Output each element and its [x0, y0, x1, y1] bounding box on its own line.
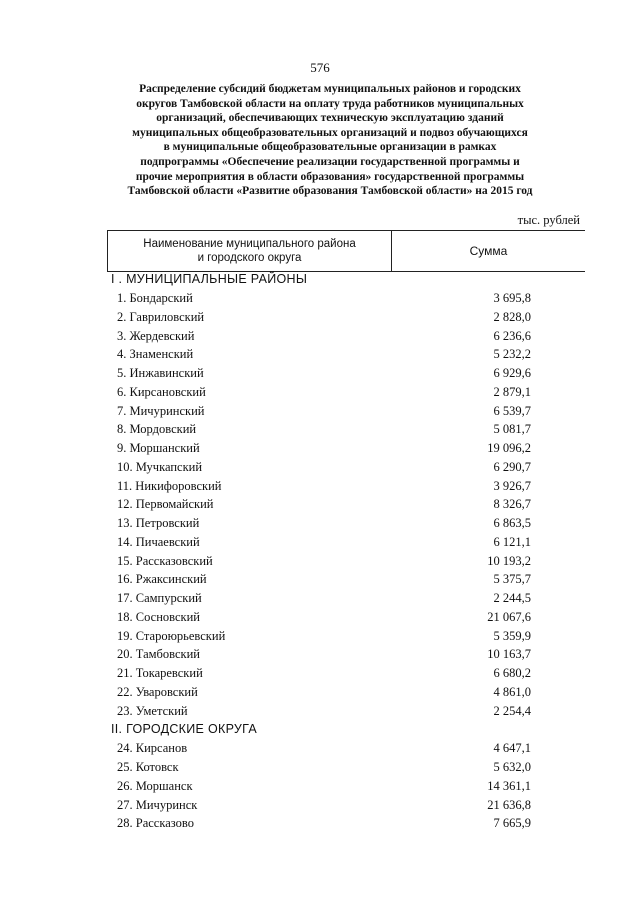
table-row — [111, 383, 531, 402]
row-value: 10 163,7 — [487, 647, 531, 662]
row-name: 28. Рассказово — [117, 816, 194, 831]
row-value: 6 863,5 — [493, 516, 531, 530]
row-value: 3 926,7 — [493, 478, 531, 493]
row-value: 7 665,9 — [493, 816, 531, 831]
row-name: 1. Бондарский — [117, 291, 193, 305]
table-row — [111, 289, 531, 308]
row-name: 27. Мичуринск — [117, 797, 198, 812]
row-name: 3. Жердевский — [117, 328, 195, 343]
table-row — [111, 758, 531, 777]
row-value: 4 647,1 — [493, 741, 531, 756]
row-value: 19 096,2 — [487, 441, 531, 455]
row-value: 5 232,2 — [493, 347, 531, 362]
page-number: 576 — [310, 60, 330, 75]
row-name: 22. Уваровский — [117, 684, 198, 699]
row-value: 2 254,4 — [493, 703, 531, 718]
row-name: 24. Кирсанов — [117, 741, 188, 756]
title-line: в муниципальные общеобразовательные организации в рамках — [163, 141, 497, 154]
row-value: 8 326,7 — [493, 497, 531, 512]
row-name: 13. Петровский — [117, 516, 200, 530]
row-name: 12. Первомайский — [117, 497, 214, 512]
row-name: 17. Сампурский — [117, 591, 202, 605]
table-row — [111, 796, 531, 815]
section-heading-districts: I . МУНИЦИПАЛЬНЫЕ РАЙОНЫ — [111, 272, 308, 286]
table-row — [111, 477, 531, 496]
row-name: 16. Ржаксинский — [117, 572, 207, 587]
row-name: 7. Мичуринский — [117, 403, 205, 418]
table-row — [111, 439, 531, 458]
sum-column-header: Сумма — [469, 244, 508, 258]
row-name: 19. Староюрьевский — [117, 628, 226, 643]
row-name: 15. Рассказовский — [117, 553, 213, 568]
unit-label: тыс. рублей — [517, 213, 580, 227]
row-name: 6. Кирсановский — [117, 384, 206, 399]
name-column-header — [108, 231, 392, 271]
table-row — [111, 777, 531, 796]
cities-list — [111, 739, 531, 833]
row-name: 5. Инжавинский — [117, 366, 204, 380]
table-row — [111, 570, 531, 589]
row-value: 3 695,8 — [493, 291, 531, 305]
document-title — [100, 82, 560, 199]
table-row — [111, 514, 531, 533]
row-name: 25. Котовск — [117, 760, 179, 774]
name-header-line2: и городского округа — [197, 252, 302, 264]
title-line: муниципальных общеобразовательных организаций и подвоз обучающихся — [132, 126, 528, 139]
table-row — [111, 458, 531, 477]
table-header — [107, 230, 585, 272]
section-heading-cities: II. ГОРОДСКИЕ ОКРУГА — [111, 722, 258, 737]
row-value: 2 879,1 — [493, 384, 531, 399]
row-name: 14. Пичаевский — [117, 534, 200, 549]
table-row — [111, 664, 531, 683]
row-name: 4. Знаменский — [117, 347, 194, 362]
row-name: 21. Токаревский — [117, 666, 203, 680]
table-row — [111, 589, 531, 608]
row-value: 6 290,7 — [493, 459, 531, 474]
row-name: 2. Гавриловский — [117, 309, 205, 324]
row-value: 6 539,7 — [493, 403, 531, 418]
title-line: Тамбовской области «Развитие образования Тамбовской области» на 2015 год — [127, 185, 533, 198]
name-header-line1: Наименование муниципального района — [143, 238, 356, 250]
row-name: 9. Моршанский — [117, 441, 200, 455]
row-value: 4 861,0 — [493, 684, 531, 699]
table-body — [111, 270, 531, 833]
row-value: 5 081,7 — [493, 422, 531, 437]
row-value: 2 244,5 — [493, 591, 531, 605]
row-name: 26. Моршанск — [117, 778, 193, 793]
title-line: округов Тамбовской области на оплату труда работников муниципальных — [136, 97, 524, 110]
row-name: 23. Уметский — [117, 703, 188, 718]
row-value: 6 680,2 — [493, 666, 531, 680]
table-row — [111, 702, 531, 721]
table-row — [111, 739, 531, 758]
title-line: Распределение субсидий бюджетам муниципальных районов и городских — [139, 83, 521, 95]
table-row — [111, 627, 531, 646]
title-line: подпрограммы «Обеспечение реализации государственной программы и — [140, 155, 520, 168]
table-row — [111, 814, 531, 833]
row-name: 18. Сосновский — [117, 609, 200, 624]
row-value: 14 361,1 — [487, 778, 531, 793]
districts-list — [111, 289, 531, 720]
table-row — [111, 402, 531, 421]
row-value: 5 632,0 — [493, 760, 531, 774]
row-name: 8. Мордовский — [117, 422, 197, 437]
table-row — [111, 683, 531, 702]
table-row — [111, 420, 531, 439]
row-value: 21 067,6 — [487, 609, 531, 624]
table-row — [111, 327, 531, 346]
table-row — [111, 495, 531, 514]
title-line: организаций, обеспечивающих техническую эксплуатацию зданий — [156, 112, 504, 125]
row-value: 10 193,2 — [487, 553, 531, 568]
row-name: 20. Тамбовский — [117, 647, 200, 662]
title-line: прочие мероприятия в области образования» государственной программы — [135, 170, 525, 183]
row-value: 5 359,9 — [493, 628, 531, 643]
row-value: 5 375,7 — [493, 572, 531, 587]
table-row — [111, 645, 531, 664]
row-value: 21 636,8 — [487, 797, 531, 812]
table-row — [111, 364, 531, 383]
row-name: 10. Мучкапский — [117, 459, 203, 474]
row-name: 11. Никифоровский — [117, 478, 222, 493]
table-row — [111, 533, 531, 552]
row-value: 6 121,1 — [493, 534, 531, 549]
table-row — [111, 608, 531, 627]
table-row — [111, 552, 531, 571]
row-value: 6 236,6 — [493, 328, 531, 343]
table-row — [111, 308, 531, 327]
table-row — [111, 345, 531, 364]
row-value: 6 929,6 — [493, 366, 531, 380]
row-value: 2 828,0 — [493, 309, 531, 324]
